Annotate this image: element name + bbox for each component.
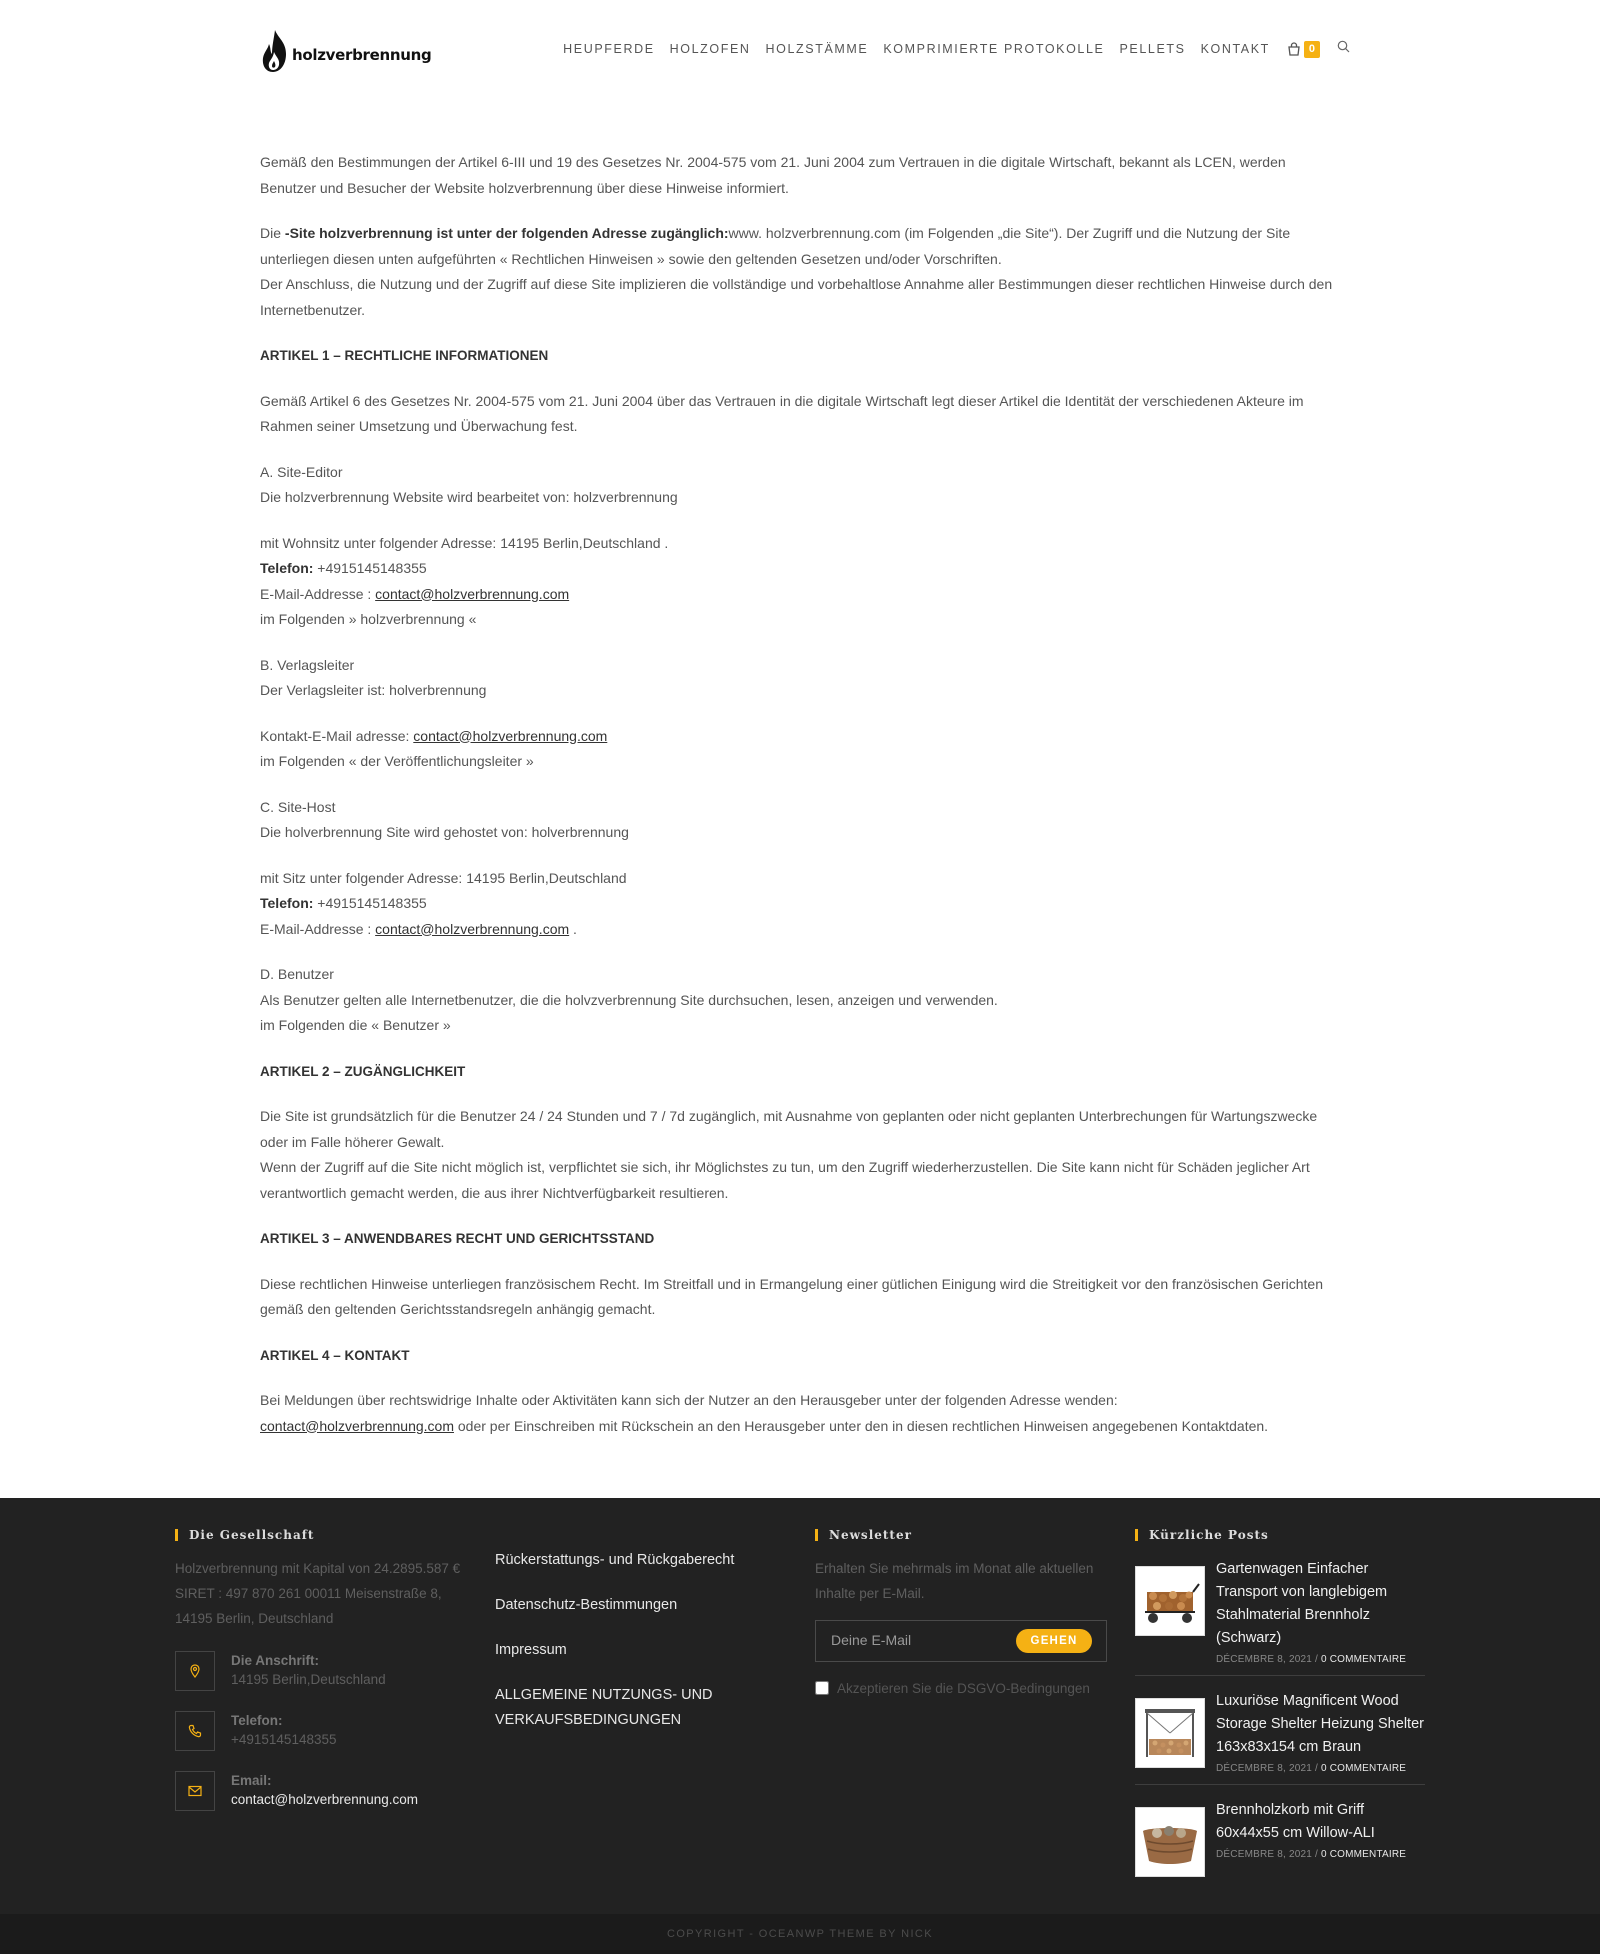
host-title: C. Site-Host [260, 798, 336, 815]
article-3-heading: ARTIKEL 3 – ANWENDBARES RECHT UND GERICHTSSTAND [260, 1231, 655, 1246]
article-2-text-2: Wenn der Zugriff auf die Site nicht möglich ist, verpflichtet sie sich, ihr Möglichstes zu tun, um den Zugriff wiederherzustellen. Die Site kann nicht für Schäden jeglicher Art verantwortlich gemacht werden, die aus ihrer Nichtverfügbarkeit resultieren. [260, 1159, 1310, 1201]
footer-link-refund[interactable]: Rückerstattungs- und Rückgaberecht [495, 1552, 735, 1568]
footer-link-imprint[interactable]: Impressum [495, 1642, 567, 1658]
address-icon-box [175, 1651, 215, 1691]
footer-newsletter [815, 1526, 1105, 1701]
publisher-email-label: Kontakt-E-Mail adresse: [260, 727, 414, 744]
newsletter-submit-button[interactable]: GEHEN [1016, 1629, 1092, 1653]
post-meta: DÉCEMBRE 8, 2021 / 0 COMMENTAIRE [1216, 1849, 1407, 1860]
article-4-email-link[interactable]: contact@holzverbrennung.com [260, 1417, 454, 1434]
article-3-text: Diese rechtlichen Hinweise unterliegen französischem Recht. Im Streitfall und in Ermangelung einer gütlichen Einigung wird die Streitigkeit vor den französischen Gerichten gemäß den geltenden Gerichtsstandsregeln anhängig gemacht. [260, 1275, 1323, 1317]
editor-follow: im Folgenden » holzverbrennung « [260, 611, 477, 627]
article-4-tail: oder per Einschreiben mit Rückschein an den Herausgeber unter den in diesen rechtlichen Hinweisen angegebenen Kontaktdaten. [453, 1417, 1269, 1434]
post-thumbnail[interactable] [1135, 1807, 1205, 1877]
site-logo[interactable] [260, 28, 431, 74]
publisher-email-link[interactable]: contact@holzverbrennung.com [413, 727, 608, 744]
article-2-text-1: Die Site ist grundsätzlich für die Benutzer 24 / 24 Stunden und 7 / 7d zugänglich, mit Ausnahme von geplanten oder nicht geplanten Unterbrechungen für Wartungszwecke oder im Falle höherer Gewalt. [260, 1108, 1318, 1150]
host-phone-label: Telefon: [260, 895, 314, 911]
footer-link-terms[interactable]: ALLGEMEINE NUTZUNGS- UND VERKAUFSBEDINGUNGEN [495, 1687, 713, 1728]
nav-holzstaemme[interactable]: HOLZSTÄMME [765, 42, 869, 56]
recent-post[interactable] [1135, 1558, 1425, 1676]
publisher-title: B. Verlagsleiter [260, 656, 355, 673]
flame-logo-icon [260, 28, 290, 74]
footer-company [175, 1526, 465, 1811]
phone-icon-box [175, 1711, 215, 1751]
site-editor-contact [260, 531, 1342, 633]
intro-paragraph: Gemäß den Bestimmungen der Artikel 6-III und 19 des Gesetzes Nr. 2004-575 vom 21. Juni 2004 zum Vertrauen in die digitale Wirtschaft, bekannt als LCEN, werden Benutzer und Besucher der Website holzverbrennung über diese Hinweise informiert. [260, 154, 1286, 196]
publisher-block [260, 653, 1342, 704]
post-title[interactable]: Gartenwagen Einfacher Transport von langlebigem Stahlmaterial Brennholz (Schwarz) [1216, 1561, 1388, 1646]
legal-content [260, 150, 1342, 1459]
post-comments[interactable]: 0 COMMENTAIRE [1320, 1849, 1407, 1860]
article-1-heading: ARTIKEL 1 – RECHTLICHE INFORMATIONEN [260, 348, 549, 363]
nav-heupferde[interactable]: HEUPFERDE [563, 42, 655, 56]
nav-komprimierte-protokolle[interactable]: KOMPRIMIERTE PROTOKOLLE [883, 42, 1105, 56]
host-email-link[interactable]: contact@holzverbrennung.com [375, 920, 570, 937]
host-block [260, 795, 1342, 846]
footer-address-row [175, 1651, 465, 1691]
editor-phone: +4915145148355 [313, 560, 427, 576]
main-nav [563, 40, 1350, 58]
host-phone: +4915145148355 [313, 895, 427, 911]
cart-button[interactable] [1287, 41, 1320, 58]
footer-phone-row [175, 1711, 465, 1751]
newsletter-title: Newsletter [815, 1526, 1105, 1544]
footer-address: 14195 Berlin,Deutschland [231, 1672, 386, 1687]
post-comments[interactable]: 0 COMMENTAIRE [1320, 1654, 1407, 1665]
editor-address: mit Wohnsitz unter folgender Adresse: 14195 Berlin,Deutschland . [260, 534, 669, 551]
site-header [0, 0, 1600, 100]
post-date: DÉCEMBRE 8, 2021 [1216, 1654, 1313, 1665]
users-follow: im Folgenden die « Benutzer » [260, 1017, 451, 1033]
post-title[interactable]: Luxuriöse Magnificent Wood Storage Shelter Heizung Shelter 163x83x154 cm Braun [1216, 1693, 1424, 1755]
post-date: DÉCEMBRE 8, 2021 [1216, 1763, 1313, 1774]
post-comments[interactable]: 0 COMMENTAIRE [1320, 1763, 1407, 1774]
host-address: mit Sitz unter folgender Adresse: 14195 Berlin,Deutschland [260, 869, 627, 886]
newsletter-consent [815, 1676, 1105, 1701]
post-title[interactable]: Brennholzkorb mit Griff 60x44x55 cm Willow-ALI [1216, 1802, 1375, 1841]
wood-basket-image [1139, 1817, 1201, 1867]
post-date: DÉCEMBRE 8, 2021 [1216, 1849, 1313, 1860]
site-editor-title: A. Site-Editor [260, 463, 343, 480]
footer-address-label: Die Anschrift: [231, 1653, 320, 1668]
footer-phone-label: Telefon: [231, 1713, 283, 1728]
article-4-heading: ARTIKEL 4 – KONTAKT [260, 1347, 410, 1363]
host-text: Die holverbrennung Site wird gehostet von: holverbrennung [260, 824, 629, 840]
recent-post[interactable] [1135, 1799, 1425, 1887]
gdpr-label: Akzeptieren Sie die DSGVO-Bedingungen [837, 1681, 1090, 1696]
host-email-label: E-Mail-Addresse : [260, 920, 376, 937]
host-contact [260, 866, 1342, 943]
newsletter-text: Erhalten Sie mehrmals im Monat alle aktuellen Inhalte per E-Mail. [815, 1561, 1094, 1601]
wood-shelter-image [1139, 1705, 1201, 1761]
post-thumbnail[interactable] [1135, 1566, 1205, 1636]
recent-post[interactable] [1135, 1690, 1425, 1785]
users-text: Als Benutzer gelten alle Internetbenutzer, die die holvzverbrennung Site durchsuchen, lesen, anzeigen und verwenden. [260, 991, 998, 1008]
nav-holzofen[interactable]: HOLZOFEN [669, 42, 751, 56]
footer-link-privacy[interactable]: Datenschutz-Bestimmungen [495, 1597, 678, 1613]
map-pin-icon [188, 1664, 202, 1678]
editor-phone-label: Telefon: [260, 560, 314, 576]
footer-phone: +4915145148355 [231, 1732, 337, 1747]
host-email-suffix: . [569, 920, 577, 937]
site-editor-text: Die holzverbrennung Website wird bearbeitet von: holzverbrennung [260, 489, 678, 505]
post-thumbnail[interactable] [1135, 1698, 1205, 1768]
site-footer [0, 1498, 1600, 1914]
footer-company-text: Holzverbrennung mit Kapital von 24.2895.587 € SIRET : 497 870 261 00011 Meisenstraße 8, 14195 Berlin, Deutschland [175, 1561, 461, 1626]
post-meta: DÉCEMBRE 8, 2021 / 0 COMMENTAIRE [1216, 1763, 1407, 1774]
recent-posts-title: Kürzliche Posts [1135, 1526, 1425, 1544]
wood-cart-image [1139, 1576, 1201, 1626]
copyright-bar: COPYRIGHT - OCEANWP THEME BY NICK [0, 1914, 1600, 1954]
publisher-text: Der Verlagsleiter ist: holverbrennung [260, 682, 487, 698]
search-icon [1337, 40, 1350, 53]
article-1-text: Gemäß Artikel 6 des Gesetzes Nr. 2004-575 vom 21. Juni 2004 über das Vertrauen in die digitale Wirtschaft legt dieser Artikel die Identität der verschiedenen Akteure im Rahmen seiner Umsetzung und Überwachung fest. [260, 392, 1304, 434]
site-access-line2: Der Anschluss, die Nutzung und der Zugriff auf diese Site implizieren die vollständige und vorbehaltlose Annahme aller Bestimmungen dieser rechtlichen Hinweise durch den Internetbenutzer. [260, 276, 1333, 318]
envelope-icon [188, 1785, 202, 1797]
email-icon-box [175, 1771, 215, 1811]
publisher-follow: im Folgenden « der Veröffentlichungsleiter » [260, 753, 534, 769]
cart-count-badge: 0 [1304, 41, 1320, 58]
site-access-bold: -Site holzverbrennung ist unter der folgenden Adresse zugänglich: [284, 225, 729, 241]
post-meta: DÉCEMBRE 8, 2021 / 0 COMMENTAIRE [1216, 1654, 1407, 1665]
newsletter-form [815, 1620, 1107, 1662]
editor-email-label: E-Mail-Addresse : [260, 585, 376, 602]
editor-email-link[interactable]: contact@holzverbrennung.com [375, 585, 570, 602]
footer-links [495, 1546, 765, 1753]
nav-kontakt[interactable]: KONTAKT [1200, 42, 1270, 56]
site-access-paragraph [260, 221, 1342, 323]
article-2-text [260, 1104, 1342, 1206]
newsletter-email-input[interactable] [816, 1621, 1026, 1659]
nav-pellets[interactable]: PELLETS [1119, 42, 1186, 56]
site-editor-block [260, 460, 1342, 511]
shopping-bag-icon [1287, 42, 1301, 56]
users-block [260, 962, 1342, 1039]
site-access-rest: www. holzverbrennung.com (im Folgenden „die Site“). Der Zugriff und die Nutzung der Site unterliegen diesen unten aufgeführten « Rechtlichen Hinweisen » sowie den geltenden Gesetzen und/oder Vorschriften. [260, 225, 1291, 267]
users-title: D. Benutzer [260, 966, 334, 982]
article-4-text [260, 1388, 1342, 1439]
logo-text: holzverbrennung [292, 46, 432, 64]
article-4-text-1: Bei Meldungen über rechtswidrige Inhalte oder Aktivitäten kann sich der Nutzer an den Herausgeber unter der folgenden Adresse wenden: [260, 1392, 1118, 1408]
site-access-prefix: Die [260, 225, 285, 241]
search-button[interactable] [1337, 40, 1350, 58]
gdpr-checkbox[interactable] [815, 1681, 829, 1695]
footer-recent-posts [1135, 1526, 1425, 1887]
footer-email-label: Email: [231, 1773, 272, 1788]
article-2-heading: ARTIKEL 2 – ZUGÄNGLICHKEIT [260, 1063, 466, 1079]
footer-company-title: Die Gesellschaft [175, 1526, 465, 1544]
footer-email-row [175, 1771, 465, 1811]
footer-email-link[interactable]: contact@holzverbrennung.com [231, 1792, 419, 1807]
publisher-contact [260, 724, 1342, 775]
phone-icon [188, 1724, 202, 1738]
